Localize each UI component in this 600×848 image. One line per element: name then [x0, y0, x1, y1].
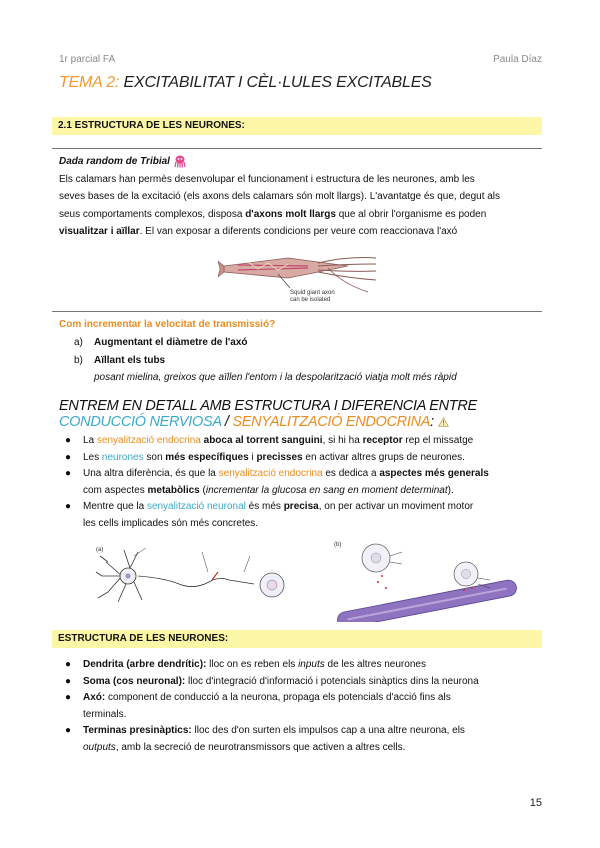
squid-caption-1: Squid giant axon	[290, 290, 335, 296]
list-item: ● La senyalització endocrina aboca al torrent sanguini, si hi ha receptor rep el missatge	[65, 435, 474, 446]
dada-line-3: seus comportaments complexos, disposa d'axons molt llargs que al obrir l'organisme es poden	[59, 208, 487, 220]
figure-b-label: (b)	[334, 542, 342, 548]
velocitat-item-a: a) Augmentant el diàmetre de l'axó	[74, 337, 248, 348]
divider	[52, 148, 542, 149]
section-heading-structure: ESTRUCTURA DE LES NEURONES:	[52, 630, 542, 648]
squid-illustration	[218, 244, 378, 304]
velocitat-list	[74, 334, 544, 387]
list-item: ● Axó: component de conducció a la neurona, propaga els potencials d'acció fins als terminals.	[65, 692, 451, 720]
squid-caption-2: can be isolated	[290, 297, 331, 303]
list-item: ● Terminas presinàptics: lloc des d'on surten els impulsos cap a una altre neurona, els outputs, amb la secreció de neurotransmissors que activen a altres cells.	[65, 725, 465, 753]
endocrine-figure	[332, 538, 522, 622]
squid-icon	[173, 155, 187, 168]
header-left: 1r parcial FA	[59, 54, 116, 65]
page-title	[59, 74, 432, 92]
dada-heading: Dada random de Tribial	[59, 153, 549, 171]
title-number: TEMA 2:	[59, 74, 120, 91]
header-right: Paula Díaz	[493, 54, 542, 65]
velocitat-note: posant mielina, greixos que aïllen l'entom i la despolarització viatja molt més ràpid	[94, 372, 457, 383]
list-item: ● Soma (cos neuronal): lloc d'integració d'informació i potencials sinàptics dins la neurona	[65, 675, 479, 687]
dada-block	[59, 153, 549, 241]
detall-heading-line1: ENTREM EN DETALL AMB ESTRUCTURA I DIFERENCIA ENTRE	[59, 398, 477, 414]
title-text: EXCITABILITAT I CÈL·LULES EXCITABLES	[123, 74, 432, 91]
divider	[52, 311, 542, 312]
dada-line-1: Els calamars han permès desenvolupar el funcionament i estructura de les neurones, amb les	[59, 173, 475, 185]
page-number: 15	[529, 797, 542, 809]
figure-a-label: (a)	[96, 547, 104, 553]
detall-heading-line2: CONDUCCIÓ NERVIOSA / SENYALITZACIÓ ENDOCRINA:	[59, 414, 449, 430]
dada-line-4: visualitzar i aïllar. El van exposar a diferents condicions per veure com reaccionava l'axó	[59, 226, 458, 237]
dada-line-2: seves bases de la excitació (els axons dels calamars són molt llargs). L'avantatge és que, degut als	[59, 191, 501, 202]
list-item: ● Dendrita (arbre dendrític): lloc on es reben els inputs de les altres neurones	[65, 659, 426, 670]
neuron-figure	[94, 542, 309, 610]
list-item: ● Una altra diferència, és que la senyalització endocrina es dedica a aspectes més generals com aspectes metabòlics (incrementar la glucosa en sang en moment determinat).	[65, 468, 489, 496]
list-item: ● Mentre que la senyalització neuronal és més precisa, on per activar un moviment motor les cells implicades són més concretes.	[65, 501, 474, 529]
warning-icon	[438, 417, 449, 427]
section-heading-2-1: 2.1 ESTRUCTURA DE LES NEURONES:	[52, 117, 542, 135]
detall-bullets	[59, 433, 549, 532]
structure-list	[59, 657, 549, 756]
velocitat-heading: Com incrementar la velocitat de transmissió?	[59, 319, 276, 330]
list-item: ● Les neurones son més específiques i precisses en activar altres grups de neurones.	[65, 451, 465, 463]
velocitat-item-b: b) Aïllant els tubs	[74, 354, 166, 366]
